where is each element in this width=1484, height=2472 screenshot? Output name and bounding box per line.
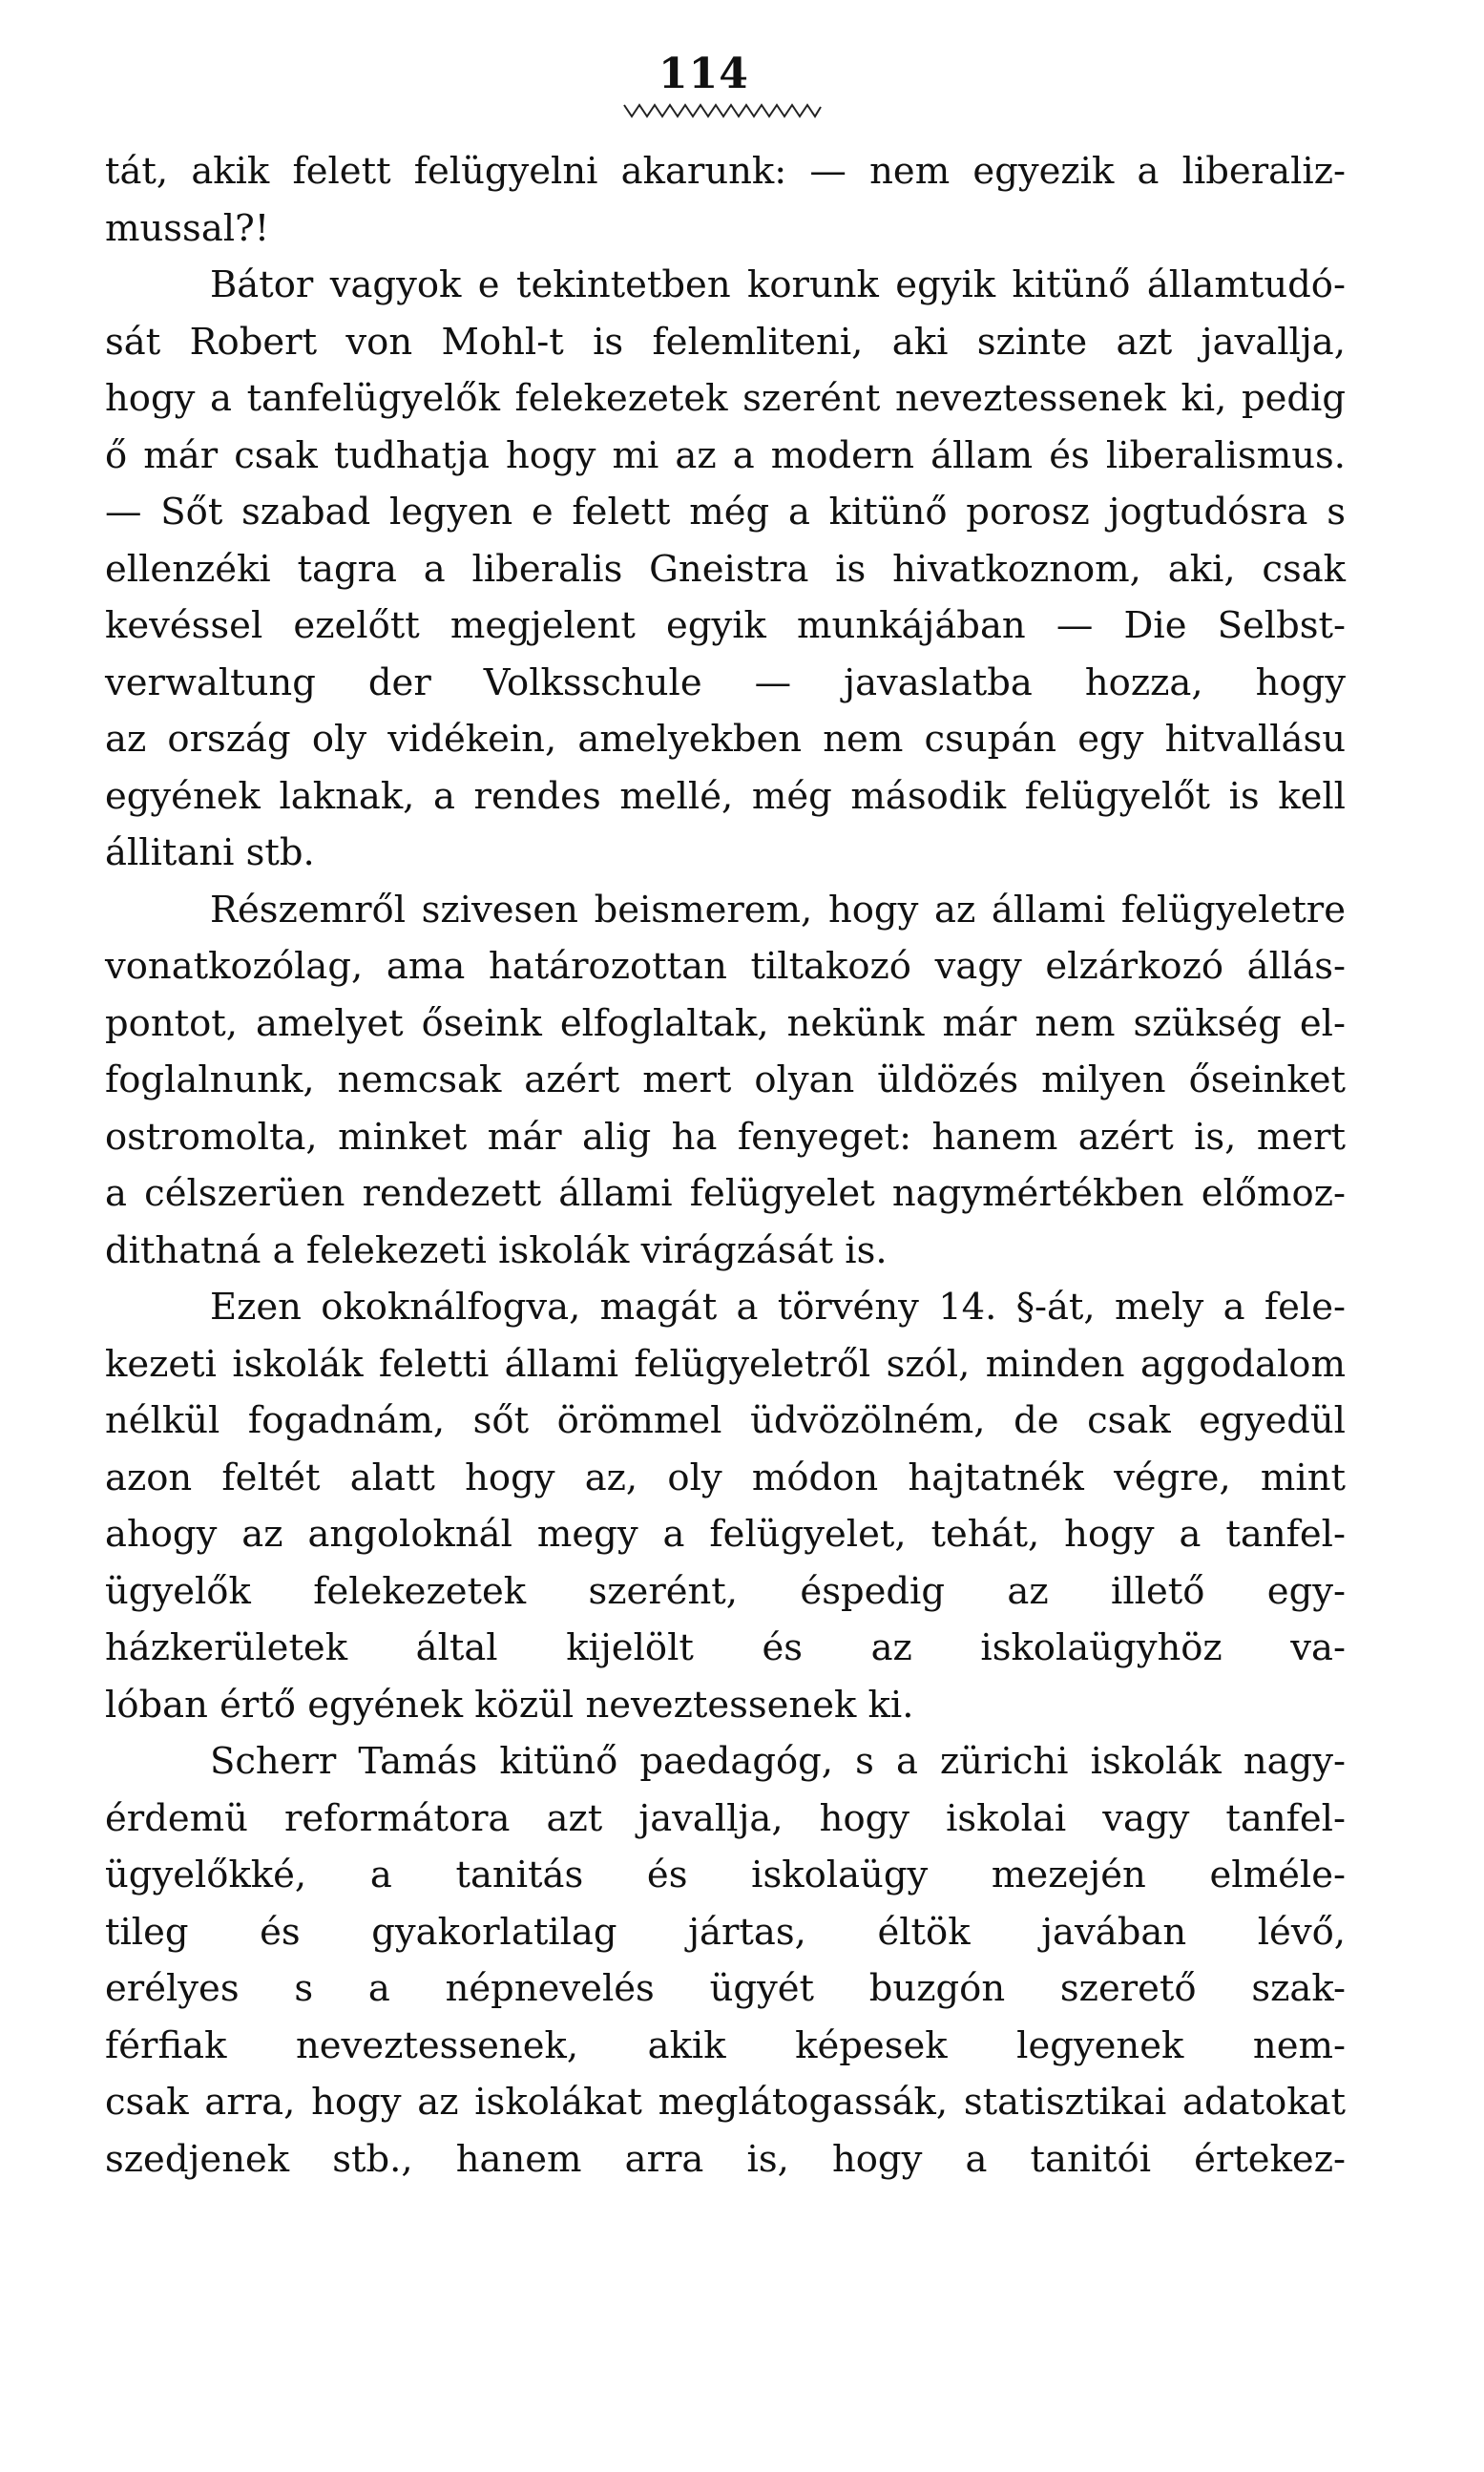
text-line: Bátor vagyok e tekintetben korunk egyik kitünő államtudó-: [210, 263, 1346, 306]
text-line: férfiak neveztessenek, akik képesek legyenek nem-: [105, 2023, 1346, 2067]
text-line: Ezen okoknálfogva, magát a törvény 14. §-át, mely a fele-: [210, 1286, 1346, 1329]
text-line: érdemü reformátora azt javallja, hogy iskolai vagy tanfel-: [105, 1796, 1346, 1840]
text-line: sát Robert von Mohl-t is felemliteni, aki szinte azt javallja,: [105, 320, 1346, 364]
text-line: a célszerüen rendezett állami felügyelet nagymértékben előmoz-: [105, 1172, 1346, 1215]
wavy-rule-ornament: [622, 101, 823, 120]
text-line: pontot, amelyet őseink elfoglaltak, nekünk már nem szükség el-: [105, 1001, 1346, 1045]
body-text: [105, 143, 1346, 2188]
text-line: ahogy az angoloknál megy a felügyelet, tehát, hogy a tanfel-: [105, 1513, 1346, 1556]
text-line: állitani stb.: [105, 831, 315, 874]
text-line: dithatná a felekezeti iskolák virágzását is.: [105, 1228, 888, 1272]
text-line: egyének laknak, a rendes mellé, még második felügyelőt is kell: [105, 774, 1346, 818]
text-line: kezeti iskolák feletti állami felügyeletről szól, minden aggodalom: [105, 1342, 1346, 1386]
text-line: tileg és gyakorlatilag jártas, éltök javában lévő,: [105, 1910, 1346, 1954]
text-line: vonatkozólag, ama határozottan tiltakozó vagy elzárkozó állás-: [105, 945, 1346, 988]
text-line: verwaltung der Volksschule — javaslatba hozza, hogy: [105, 660, 1346, 704]
text-line: ellenzéki tagra a liberalis Gneistra is hivatkoznom, aki, csak: [105, 547, 1346, 591]
text-line: házkerületek által kijelölt és az iskolaügyhöz va-: [105, 1626, 1346, 1669]
text-line: az ország oly vidékein, amelyekben nem csupán egy hitvallásu: [105, 718, 1346, 761]
text-line: mussal?!: [105, 206, 270, 250]
text-line: ő már csak tudhatja hogy mi az a modern állam és liberalismus.: [105, 433, 1346, 477]
text-line: ostromolta, minket már alig ha fenyeget: hanem azért is, mert: [105, 1115, 1346, 1159]
text-line: ügyelőkké, a tanitás és iskolaügy mezején elméle-: [105, 1854, 1346, 1896]
text-line: ügyelők felekezetek szerént, éspedig az illető egy-: [105, 1569, 1346, 1613]
text-line: csak arra, hogy az iskolákat meglátogassák, statisztikai adatokat: [105, 2081, 1346, 2124]
page-number: 114: [658, 50, 749, 98]
text-line: lóban értő egyének közül neveztessenek ki.: [105, 1683, 914, 1727]
text-line: azon feltét alatt hogy az, oly módon hajtatnék végre, mint: [105, 1456, 1346, 1499]
text-line: Részemről szivesen beismerem, hogy az állami felügyeletre: [210, 888, 1346, 932]
text-line: nélkül fogadnám, sőt örömmel üdvözölném, de csak egyedül: [105, 1399, 1346, 1442]
text-line: tát, akik felett felügyelni akarunk: — nem egyezik a liberaliz-: [105, 150, 1346, 193]
text-line: Scherr Tamás kitünő paedagóg, s a zürichi iskolák nagy-: [210, 1740, 1346, 1783]
text-line: — Sőt szabad legyen e felett még a kitünő porosz jogtudósra s: [105, 491, 1346, 534]
text-line: kevéssel ezelőtt megjelent egyik munkájában — Die Selbst-: [105, 604, 1346, 647]
text-line: foglalnunk, nemcsak azért mert olyan üldözés milyen őseinket: [105, 1058, 1346, 1101]
text-line: szedjenek stb., hanem arra is, hogy a tanitói értekez-: [105, 2137, 1346, 2181]
text-line: erélyes s a népnevelés ügyét buzgón szerető szak-: [105, 1967, 1346, 2010]
text-line: hogy a tanfelügyelők felekezetek szerént neveztessenek ki, pedig: [105, 377, 1346, 420]
